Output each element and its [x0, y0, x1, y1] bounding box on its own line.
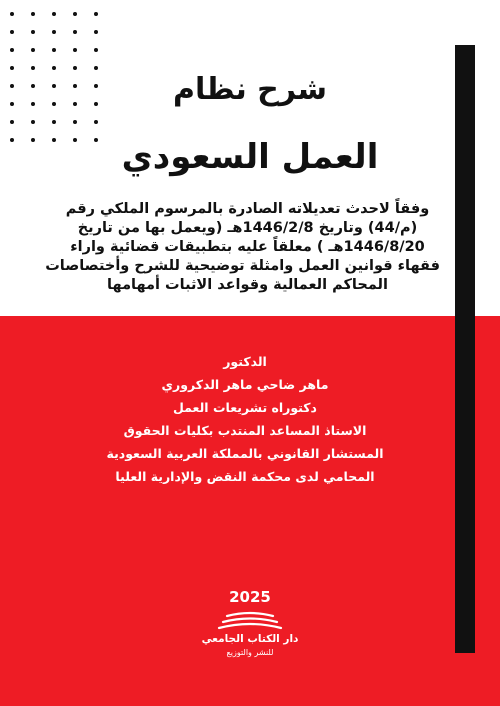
publisher-name: دار الكتاب الجامعي — [201, 633, 299, 645]
book-title-line-2: العمل السعودي — [121, 137, 379, 177]
description-line: (م/44) وتاريخ 1446/2/8هـ (ويعمل بها من تاريخ — [77, 220, 418, 236]
publication-year: 2025 — [229, 588, 271, 606]
book-description — [45, 200, 440, 295]
book-title-line-1: شرح نظام — [173, 72, 327, 107]
description-line: وفقاً لاحدث تعديلاته الصادرة بالمرسوم الملكي رقم — [65, 201, 430, 217]
author-credential: المحامي لدى محكمة النقض والإدارية العليا — [115, 469, 375, 484]
author-credential: دكتوراه تشريعات العمل — [173, 400, 317, 415]
description-line: المحاكم العمالية وقواعد الاثبات أمهامها — [107, 277, 388, 293]
author-credential: المستشار القانوني بالمملكة العربية السعودية — [106, 446, 384, 461]
description-line: 1446/8/20هـ ) معلقاً عليه بتطبيقات قضائية واراء — [70, 239, 425, 255]
author-credential: الاستاذ المساعد المنتدب بكليات الحقوق — [123, 423, 367, 438]
author-name: ماهر ضاحي ماهر الدكروري — [161, 377, 329, 392]
author-title: الدكتور — [223, 354, 267, 369]
description-line: فقهاء قوانين العمل وامثلة توضيحية للشرح وأختصاصات — [45, 258, 440, 274]
publisher-subtitle: للنشر والتوزيع — [226, 648, 274, 657]
author-block — [80, 350, 410, 488]
